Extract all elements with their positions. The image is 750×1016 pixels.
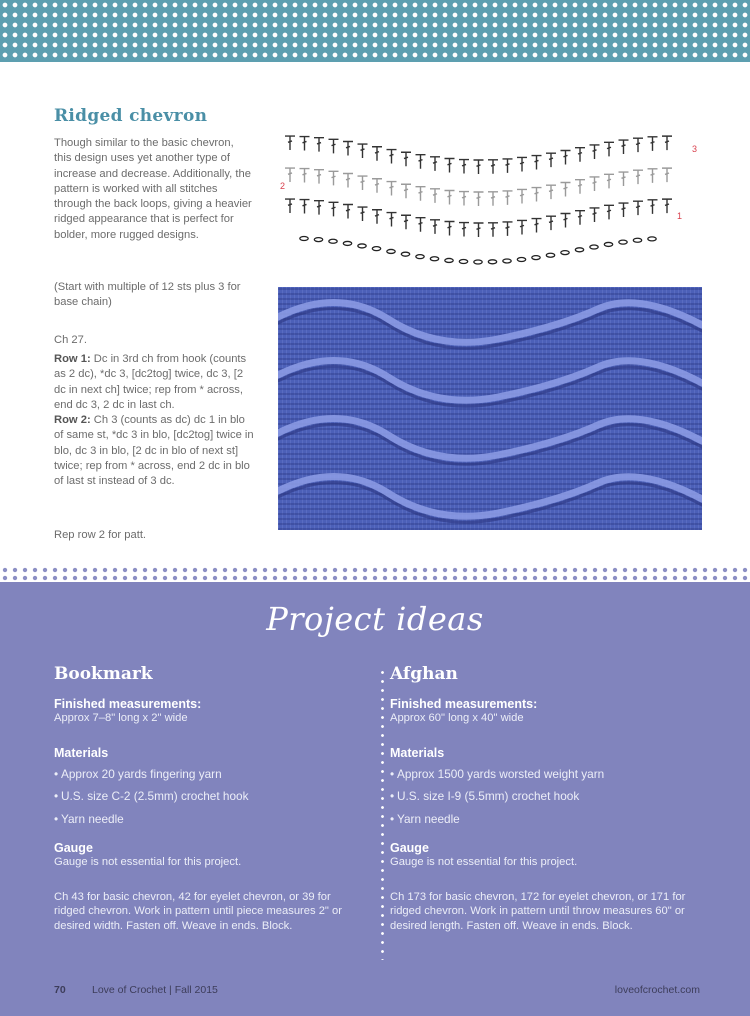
stitch-symbol bbox=[343, 205, 353, 219]
stitch-symbol bbox=[459, 192, 469, 206]
chain-symbol bbox=[445, 258, 453, 262]
afghan-instructions: Ch 173 for basic chevron, 172 for eyelet chevron, or 171 for ridged chevron. Work in pattern until throw measures 60" or desired length. Fasten off. Weave in ends. Block. bbox=[390, 890, 686, 932]
stitch-symbol bbox=[474, 160, 484, 174]
afghan-finished-value: Approx 60" long x 40" wide bbox=[390, 712, 524, 724]
list-item: • Yarn needle bbox=[54, 811, 124, 826]
stitch-symbol bbox=[546, 216, 556, 230]
chain-symbol bbox=[575, 248, 583, 252]
bookmark-finished-value: Approx 7–8" long x 2" wide bbox=[54, 712, 188, 724]
chain-symbol bbox=[488, 260, 496, 264]
stitch-symbol bbox=[503, 191, 513, 205]
stitch-symbol bbox=[474, 192, 484, 206]
chain-symbol bbox=[604, 242, 612, 246]
stitch-symbol bbox=[314, 170, 324, 184]
chain-symbol bbox=[387, 249, 395, 253]
stitch-symbol bbox=[459, 160, 469, 174]
stitch-symbol bbox=[561, 213, 571, 227]
list-item: • Approx 20 yards fingering yarn bbox=[54, 766, 222, 781]
section-title: Ridged chevron bbox=[54, 106, 208, 126]
chain-symbol bbox=[300, 237, 308, 241]
stitch-symbol bbox=[546, 185, 556, 199]
stitch-symbol bbox=[372, 210, 382, 224]
chain-symbol bbox=[532, 256, 540, 260]
stitch-symbol bbox=[546, 153, 556, 167]
chain-symbol bbox=[648, 237, 656, 241]
stitch-symbol bbox=[329, 202, 339, 216]
stitch-symbol bbox=[517, 157, 527, 171]
chain-symbol bbox=[358, 244, 366, 248]
stitch-symbol bbox=[662, 168, 672, 182]
stitch-symbol bbox=[575, 180, 585, 194]
stitch-diagram bbox=[276, 128, 706, 276]
stitch-symbol bbox=[532, 188, 542, 202]
chain-symbol bbox=[619, 240, 627, 244]
stitch-symbol bbox=[445, 158, 455, 172]
afghan-gauge-text: Gauge is not essential for this project. bbox=[390, 856, 578, 868]
stitch-symbol bbox=[517, 189, 527, 203]
list-item: • U.S. size C-2 (2.5mm) crochet hook bbox=[54, 789, 249, 803]
bullet-icon: • bbox=[54, 766, 59, 781]
chain-symbol bbox=[329, 239, 337, 243]
bookmark-instructions: Ch 43 for basic chevron, 42 for eyelet chevron, or 39 for ridged chevron. Work in pattern until piece measures 2" or desired width. Fasten off. Weave in ends. Block. bbox=[54, 890, 342, 932]
stitch-symbol bbox=[561, 150, 571, 164]
chain-symbol bbox=[561, 251, 569, 255]
list-item: • U.S. size I-9 (5.5mm) crochet hook bbox=[390, 789, 580, 803]
stitch-symbol bbox=[575, 211, 585, 225]
stitch-symbol bbox=[633, 201, 643, 215]
stitch-symbol bbox=[372, 179, 382, 193]
project-ideas-heading: Project ideas bbox=[266, 600, 484, 638]
stitch-symbol bbox=[474, 223, 484, 237]
stitch-symbol bbox=[488, 192, 498, 206]
list-item: • Approx 1500 yards worsted weight yarn bbox=[390, 766, 605, 781]
bullet-icon: • bbox=[54, 811, 59, 826]
crochet-swatch-photo bbox=[278, 287, 702, 530]
stitch-symbol bbox=[300, 137, 310, 151]
stitch-symbol bbox=[314, 138, 324, 152]
stitch-symbol bbox=[662, 199, 672, 213]
afghan-gauge-label: Gauge bbox=[390, 841, 429, 855]
base-chain-note: (Start with multiple of 12 sts plus 3 for base chain) bbox=[54, 281, 241, 309]
chain-symbol bbox=[503, 259, 511, 263]
stitch-symbol bbox=[633, 170, 643, 184]
stitch-symbols bbox=[285, 136, 672, 237]
afghan-title: Afghan bbox=[390, 664, 458, 684]
stitch-symbol bbox=[358, 144, 368, 158]
chain-symbols bbox=[300, 237, 656, 264]
stitch-symbol bbox=[387, 182, 397, 196]
stitch-symbol bbox=[590, 208, 600, 222]
magazine-issue: Love of Crochet | Fall 2015 bbox=[92, 984, 218, 996]
stitch-symbol bbox=[430, 220, 440, 234]
stitch-symbol bbox=[648, 137, 658, 151]
chain-symbol bbox=[633, 238, 641, 242]
stitch-symbol bbox=[532, 219, 542, 233]
list-item: • Yarn needle bbox=[390, 811, 460, 826]
row-2 bbox=[54, 413, 254, 489]
stitch-symbol bbox=[285, 168, 295, 182]
bookmark-gauge-label: Gauge bbox=[54, 841, 93, 855]
chain-instruction: Ch 27. bbox=[54, 334, 87, 346]
stitch-symbol bbox=[343, 174, 353, 188]
afghan-finished-label: Finished measurements: bbox=[390, 697, 538, 711]
repeat-instruction: Rep row 2 for patt. bbox=[54, 529, 147, 541]
stitch-symbol bbox=[358, 207, 368, 221]
row-label-3: 3 bbox=[692, 144, 698, 154]
stitch-symbol bbox=[401, 184, 411, 198]
stitch-symbol bbox=[662, 136, 672, 150]
row-2-label: Row 2: bbox=[54, 414, 91, 427]
stitch-symbol bbox=[648, 169, 658, 183]
chain-symbol bbox=[430, 257, 438, 261]
chain-symbol bbox=[416, 255, 424, 259]
stitch-symbol bbox=[430, 157, 440, 171]
bookmark-finished-label: Finished measurements: bbox=[54, 697, 202, 711]
stitch-symbol bbox=[648, 200, 658, 214]
stitch-symbol bbox=[604, 174, 614, 188]
stitch-symbol bbox=[285, 199, 295, 213]
stitch-symbol bbox=[619, 140, 629, 154]
page-number: 70 bbox=[54, 984, 66, 996]
stitch-symbol bbox=[300, 200, 310, 214]
row-1 bbox=[54, 352, 254, 413]
bullet-icon: • bbox=[54, 789, 59, 803]
stitch-symbol bbox=[488, 223, 498, 237]
stitch-symbol bbox=[372, 147, 382, 161]
stitch-symbol bbox=[517, 220, 527, 234]
bookmark-materials-list bbox=[54, 766, 364, 834]
stitch-symbol bbox=[459, 223, 469, 237]
stitch-symbol bbox=[503, 159, 513, 173]
stitch-symbol bbox=[285, 136, 295, 150]
stitch-symbol bbox=[329, 171, 339, 185]
row-label-2: 2 bbox=[280, 181, 286, 191]
bookmark-column bbox=[54, 664, 364, 933]
stitch-symbol bbox=[633, 138, 643, 152]
swatch-ridges bbox=[278, 287, 702, 530]
row-1-text: Dc in 3rd ch from hook (counts as 2 dc), *dc 3, [dc2tog] twice, dc 3, [2 dc in next ch] twice; rep from * across, end dc 3, 2 dc in last ch. bbox=[54, 353, 247, 411]
stitch-symbol bbox=[416, 187, 426, 201]
bookmark-title: Bookmark bbox=[54, 664, 153, 684]
chain-symbol bbox=[546, 253, 554, 257]
stitch-symbol bbox=[358, 176, 368, 190]
bullet-icon: • bbox=[390, 789, 395, 803]
chain-symbol bbox=[459, 260, 467, 264]
chain-symbol bbox=[401, 252, 409, 256]
stitch-symbol bbox=[619, 172, 629, 186]
stitch-symbol bbox=[329, 139, 339, 153]
bookmark-materials-label: Materials bbox=[54, 745, 109, 760]
column-divider bbox=[381, 668, 384, 960]
row-label-1: 1 bbox=[677, 211, 683, 221]
stitch-symbol bbox=[604, 205, 614, 219]
stitch-symbol bbox=[430, 189, 440, 203]
stitch-symbol bbox=[590, 145, 600, 159]
chain-symbol bbox=[517, 258, 525, 262]
stitch-symbol bbox=[401, 215, 411, 229]
row-instructions bbox=[54, 352, 254, 490]
intro-paragraph: Though similar to the basic chevron, this design uses yet another type of increase and decrease. Additionally, the pattern is worked with all stitches through the back loops, giving a heavier ridged appearance that is perfect for bolder, more rugged designs. bbox=[54, 137, 252, 241]
afghan-materials-label: Materials bbox=[390, 745, 445, 760]
stitch-symbol bbox=[401, 152, 411, 166]
stitch-symbol bbox=[416, 218, 426, 232]
bullet-icon: • bbox=[390, 766, 395, 781]
stitch-symbol bbox=[604, 142, 614, 156]
afghan-materials-list bbox=[390, 766, 700, 834]
bookmark-gauge-text: Gauge is not essential for this project. bbox=[54, 856, 242, 868]
stitch-symbol bbox=[619, 203, 629, 217]
bullet-icon: • bbox=[390, 811, 395, 826]
website-link[interactable]: loveofcrochet.com bbox=[614, 984, 700, 996]
stitch-symbol bbox=[488, 160, 498, 174]
chain-symbol bbox=[474, 260, 482, 264]
stitch-symbol bbox=[387, 213, 397, 227]
stitch-symbol bbox=[314, 201, 324, 215]
chain-symbol bbox=[590, 245, 598, 249]
stitch-symbol bbox=[445, 190, 455, 204]
stitch-symbol bbox=[561, 182, 571, 196]
row-2-text: Ch 3 (counts as dc) dc 1 in blo of same st, *dc 3 in blo, [dc2tog] twice in blo, dc 3 in blo, [2 dc in blo of next st] twice; rep from * across, end 2 dc in blo of last st instead of 3 dc. bbox=[54, 414, 254, 488]
stitch-symbol bbox=[575, 148, 585, 162]
top-dotted-band bbox=[0, 0, 750, 62]
stitch-symbol bbox=[445, 221, 455, 235]
stitch-symbol bbox=[532, 156, 542, 170]
stitch-symbol bbox=[416, 155, 426, 169]
stitch-symbol bbox=[590, 177, 600, 191]
stitch-symbol bbox=[343, 142, 353, 156]
stitch-symbol bbox=[387, 150, 397, 164]
stitch-symbol bbox=[300, 169, 310, 183]
chain-symbol bbox=[372, 247, 380, 251]
afghan-column bbox=[390, 664, 700, 933]
chain-symbol bbox=[343, 241, 351, 245]
chain-symbol bbox=[314, 238, 322, 242]
row-1-label: Row 1: bbox=[54, 353, 91, 365]
stitch-symbol bbox=[503, 222, 513, 236]
